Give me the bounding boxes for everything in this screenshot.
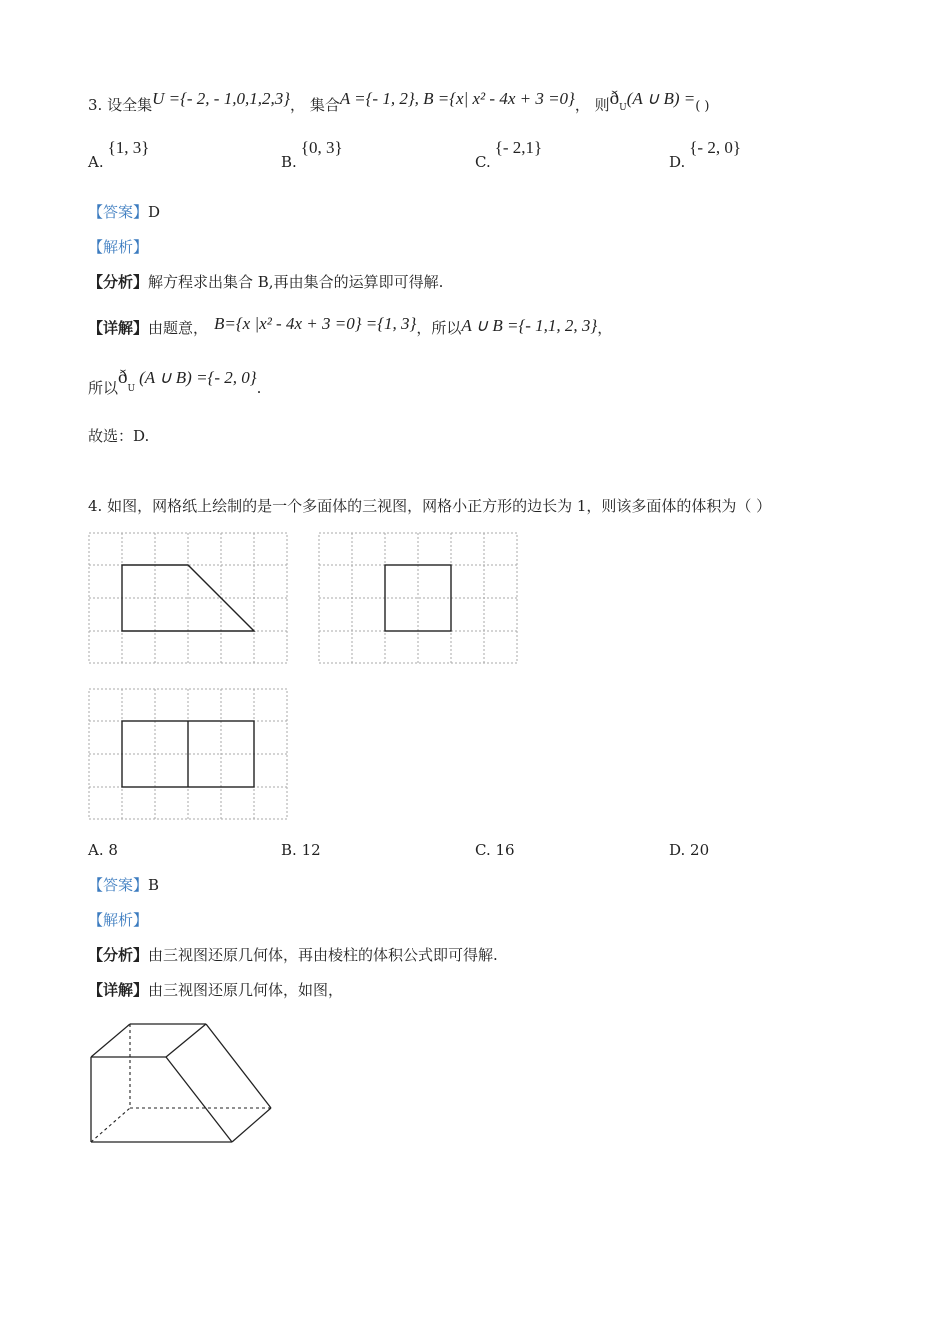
option-label: A. — [88, 841, 104, 859]
detail-expr-2: A ∪ B ={- 1,1, 2, 3} — [461, 316, 598, 335]
detail-text: 由三视图还原几何体，如图， — [148, 981, 344, 999]
q3-detail — [88, 314, 613, 338]
q3-prefix: 3. 设全集 — [88, 96, 153, 114]
option-value: {- 2, 0} — [689, 138, 741, 157]
q4-option-c[interactable] — [475, 840, 515, 860]
option-label: C. — [475, 153, 491, 171]
option-label: B. — [281, 841, 297, 859]
detail-pre: 由题意， — [148, 319, 209, 337]
q3-set-a: A ={- 1, 2} — [339, 89, 415, 108]
line2-end: . — [256, 379, 262, 397]
q3-option-d[interactable] — [669, 138, 741, 172]
q4-option-d[interactable] — [669, 840, 709, 860]
q4-option-b[interactable] — [281, 840, 321, 860]
q3-fenxi — [88, 272, 443, 292]
answer-tag: 【答案】 — [88, 876, 149, 894]
q3-option-b[interactable] — [281, 138, 343, 172]
q3-conclusion: 故选：D. — [88, 427, 150, 445]
q3-complement-sub: U — [619, 103, 627, 113]
answer-value: D — [148, 203, 161, 221]
q3-comma: ， — [290, 96, 306, 114]
line2-complement-symbol: ð — [118, 367, 128, 388]
fenxi-tag: 【分析】 — [88, 946, 149, 964]
fenxi-tag: 【分析】 — [88, 273, 149, 291]
option-value: {1, 3} — [107, 138, 150, 157]
option-value: 8 — [108, 841, 118, 859]
q4-option-a[interactable] — [88, 840, 118, 860]
q4-detail — [88, 980, 343, 1000]
option-label: D. — [669, 841, 686, 859]
q4-analysis-tag: 【解析】 — [88, 911, 149, 929]
q3-stem — [88, 88, 710, 122]
option-value: 12 — [301, 841, 321, 859]
line2-complement-sub: U — [127, 384, 136, 394]
line2-expr: (A ∪ B) ={- 2, 0} — [139, 368, 257, 387]
q3-comma-2: ， — [574, 96, 590, 114]
q3-complement-symbol: ð — [609, 88, 620, 109]
detail-end: ， — [597, 319, 613, 337]
q3-set-label: 集合 — [309, 96, 340, 114]
option-label: A. — [88, 153, 104, 171]
option-value: 16 — [495, 841, 515, 859]
option-value: {0, 3} — [300, 138, 343, 157]
polyhedron-figure — [86, 1020, 278, 1148]
q3-universal-set: U ={- 2, - 1,0,1,2,3} — [152, 89, 291, 108]
q3-complement-arg: (A ∪ B) = — [626, 89, 696, 108]
answer-value: B — [148, 876, 160, 894]
option-value: 20 — [690, 841, 710, 859]
q3-analysis-tag: 【解析】 — [88, 238, 149, 256]
detail-expr: B={x |x² - 4x + 3 =0} ={1, 3} — [214, 314, 417, 333]
q3-detail-line2 — [88, 367, 262, 405]
q3-set-b: , B ={x| x² - 4x + 3 =0} — [414, 89, 575, 108]
q3-then: 则 — [594, 96, 610, 114]
line2-pre: 所以 — [88, 379, 119, 397]
q4-fenxi — [88, 945, 498, 965]
detail-tag: 【详解】 — [88, 981, 149, 999]
option-label: D. — [669, 153, 686, 171]
option-label: B. — [281, 153, 297, 171]
q3-answer — [88, 202, 160, 222]
q3-option-a[interactable] — [88, 138, 150, 172]
detail-mid: ，所以 — [416, 319, 462, 337]
front-view-figure — [88, 532, 290, 666]
q3-option-c[interactable] — [475, 138, 543, 172]
q4-answer — [88, 875, 159, 895]
q3-paren: ( ) — [695, 99, 710, 114]
fenxi-text: 解方程求出集合 B,再由集合的运算即可得解. — [148, 273, 444, 291]
top-view-figure — [88, 688, 290, 822]
side-view-figure — [318, 532, 520, 666]
option-value: {- 2,1} — [494, 138, 543, 157]
detail-tag: 【详解】 — [88, 319, 149, 337]
q4-stem: 4. 如图，网格纸上绘制的是一个多面体的三视图，网格小正方形的边长为 1，则该多面体的体积为（ ） — [88, 497, 772, 515]
option-label: C. — [475, 841, 491, 859]
answer-tag: 【答案】 — [88, 203, 149, 221]
fenxi-text: 由三视图还原几何体，再由棱柱的体积公式即可得解. — [148, 946, 498, 964]
